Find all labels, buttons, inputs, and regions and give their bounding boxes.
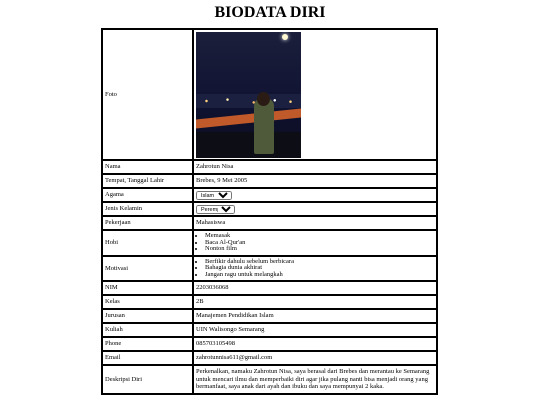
- hobi-cell: [193, 230, 437, 256]
- phone-label: Phone: [102, 337, 193, 351]
- row-deskripsi: [102, 365, 437, 394]
- motivasi-item: • Jangan ragu untuk melangkah: [205, 272, 434, 279]
- jk-label: Jenis Kelamin: [102, 202, 193, 216]
- deskripsi-value: Perkenalkan, namaku Zahrotun Nisa, saya berasal dari Brebes dan merantau ke Semarang untuk mencari ilmu dan memperbaiki diri agar jika pulang nanti bisa menjadi orang yang bermanfaat, saya anak dari ayah dan ibuku dan saya mempunyai 2 kaka.: [193, 365, 437, 394]
- row-phone: [102, 337, 437, 351]
- agama-cell: [193, 188, 437, 202]
- ttl-value: Brebes, 9 Mei 2005: [193, 174, 437, 188]
- hobi-label: Hobi: [102, 230, 193, 256]
- email-value: zahrotunnisa611@gmail.com: [193, 351, 437, 365]
- phone-value: 085703105498: [193, 337, 437, 351]
- agama-select[interactable]: [196, 191, 232, 200]
- row-hobi: [102, 230, 437, 256]
- railing-shape: [196, 108, 301, 128]
- row-pekerjaan: [102, 216, 437, 230]
- pekerjaan-label: Pekerjaan: [102, 216, 193, 230]
- profile-photo: [196, 32, 301, 158]
- motivasi-cell: [193, 256, 437, 282]
- person-shape: [254, 98, 274, 154]
- nama-value: Zahrotun Nisa: [193, 160, 437, 174]
- jenis-kelamin-select[interactable]: [196, 205, 235, 214]
- jurusan-value: Manajemen Pendidikan Islam: [193, 309, 437, 323]
- foto-cell: [193, 29, 437, 160]
- nama-label: Nama: [102, 160, 193, 174]
- motivasi-item: • Berfikir dahulu sebelum berbicara: [205, 259, 434, 266]
- ground-shape: [196, 132, 301, 158]
- agama-label: Agama: [102, 188, 193, 202]
- nim-label: NIM: [102, 281, 193, 295]
- pekerjaan-value: Mahasiswa: [193, 216, 437, 230]
- row-kelas: [102, 295, 437, 309]
- moon-shape: [282, 34, 288, 40]
- person-head-shape: [257, 92, 270, 106]
- motivasi-list: [196, 259, 434, 279]
- row-motivasi: [102, 256, 437, 282]
- ttl-label: Tempat, Tanggal Lahir: [102, 174, 193, 188]
- motivasi-item: • Bahagia dunia akhirat: [205, 265, 434, 272]
- hobi-item: • Baca Al-Qur'an: [205, 240, 434, 247]
- biodata-table: [101, 28, 438, 395]
- deskripsi-label: Deskripsi Diri: [102, 365, 193, 394]
- kelas-value: 2B: [193, 295, 437, 309]
- row-kuliah: [102, 323, 437, 337]
- row-agama: [102, 188, 437, 202]
- foto-label: Foto: [102, 29, 193, 160]
- jurusan-label: Jurusan: [102, 309, 193, 323]
- motivasi-label: Motivasi: [102, 256, 193, 282]
- hobi-item: • Nonton film: [205, 246, 434, 253]
- hobi-list: [196, 233, 434, 253]
- row-foto: [102, 29, 437, 160]
- row-nim: [102, 281, 437, 295]
- kuliah-label: Kuliah: [102, 323, 193, 337]
- row-jurusan: [102, 309, 437, 323]
- row-jenis-kelamin: [102, 202, 437, 216]
- kuliah-value: UIN Walisongo Semarang: [193, 323, 437, 337]
- page-title: BIODATA DIRI: [214, 4, 326, 21]
- nim-value: 2203036068: [193, 281, 437, 295]
- hobi-item: • Memasak: [205, 233, 434, 240]
- row-nama: [102, 160, 437, 174]
- row-ttl: [102, 174, 437, 188]
- jk-cell: [193, 202, 437, 216]
- kelas-label: Kelas: [102, 295, 193, 309]
- row-email: [102, 351, 437, 365]
- city-lights-shape: [196, 94, 301, 108]
- email-label: Email: [102, 351, 193, 365]
